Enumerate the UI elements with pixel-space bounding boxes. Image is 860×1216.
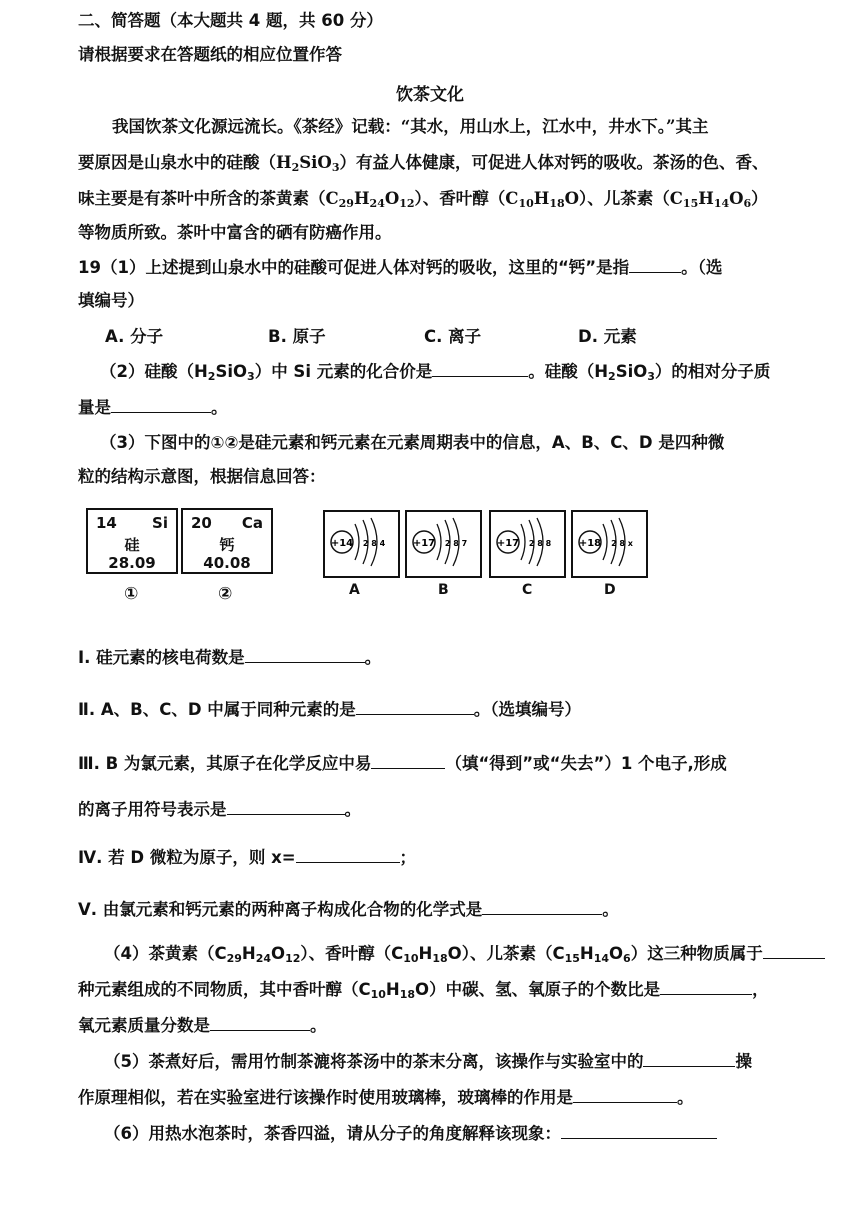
particle-diagram-a xyxy=(323,510,400,578)
answer-blank-q4-elements[interactable] xyxy=(763,942,825,959)
option-c: C. 离子 xyxy=(424,327,482,346)
answer-blank-q4-fraction[interactable] xyxy=(210,1014,310,1031)
nucleus-charge: +18 xyxy=(578,538,602,549)
nucleus-charge: +17 xyxy=(412,538,436,549)
option-b: B. 原子 xyxy=(268,327,326,346)
answer-blank-q4-ratio[interactable] xyxy=(660,978,752,995)
particle-label-d: D xyxy=(604,582,616,598)
option-a: A. 分子 xyxy=(105,327,164,346)
element-label-1: ① xyxy=(124,584,139,604)
answer-blank-v[interactable] xyxy=(482,898,602,915)
subquestion-iii-line-2: 的离子用符号表示是 。 xyxy=(78,800,361,819)
subquestion-i: Ⅰ. 硅元素的核电荷数是 。 xyxy=(78,648,382,667)
electron-config: 2 8 8 xyxy=(528,539,552,548)
element-label-2: ② xyxy=(218,584,233,604)
answer-blank-q2-mass[interactable] xyxy=(111,396,211,413)
answer-blank-q2-valence[interactable] xyxy=(432,360,528,377)
answer-blank-ii[interactable] xyxy=(356,698,474,715)
particle-label-b: B xyxy=(438,582,449,598)
particle-diagram-c xyxy=(489,510,566,578)
element-name: 硅 xyxy=(124,536,140,554)
atomic-mass: 40.08 xyxy=(203,554,251,572)
question-6: （6）用热水泡茶时，茶香四溢，请从分子的角度解释该现象： xyxy=(104,1122,717,1145)
electron-config: 2 8 7 xyxy=(444,539,468,548)
answer-blank-iv[interactable] xyxy=(296,846,400,863)
electron-config: 2 8 4 xyxy=(362,539,386,548)
subquestion-v: Ⅴ. 由氯元素和钙元素的两种离子构成化合物的化学式是 。 xyxy=(78,900,619,919)
atomic-mass: 28.09 xyxy=(108,554,156,572)
subquestion-iv: Ⅳ. 若 D 微粒为原子，则 x= ； xyxy=(78,848,417,867)
passage-line-2: 要原因是山泉水中的硅酸$(H_2SiO_3)$有益人体健康，可促进人体对钙的吸收。茶汤的色、香、 xyxy=(78,153,769,174)
answer-blank-q1[interactable] xyxy=(629,256,681,273)
question-5-line-2: 作原理相似，若在实验室进行该操作时使用玻璃棒，玻璃棒的作用是 。 xyxy=(78,1088,694,1107)
particle-diagram-d xyxy=(571,510,648,578)
subquestion-iii: Ⅲ. B 为氯元素，其原子在化学反应中易 （填“得到”或“失去”）1 个电子,形成 xyxy=(78,754,727,773)
element-cell-silicon xyxy=(86,508,178,574)
atom-structure-icon xyxy=(491,512,568,580)
answer-blank-iii-gain-lose[interactable] xyxy=(371,752,445,769)
element-symbol: Si xyxy=(152,514,168,532)
passage-line-4: 等物质所致。茶叶中富含的硒有防癌作用。 xyxy=(78,223,392,242)
nucleus-charge: +14 xyxy=(330,538,354,549)
question-4-line-3: 氧元素质量分数是 。 xyxy=(78,1016,327,1035)
element-cell-calcium xyxy=(181,508,273,574)
question-3-line-2: 粒的结构示意图，根据信息回答： xyxy=(78,467,326,486)
question-2: （2）硅酸$(H_2SiO_3)$中 Si 元素的化合价是 。硅酸$(H_2SiO_3)$的相对分子质 xyxy=(100,362,771,383)
subquestion-ii: Ⅱ. A、B、C、D 中属于同种元素的是 。（选填编号） xyxy=(78,700,582,719)
particle-label-a: A xyxy=(349,582,360,598)
passage-title: 饮茶文化 xyxy=(396,85,464,105)
answer-blank-q5-operation[interactable] xyxy=(643,1050,735,1067)
question-3: （3）下图中的①②是硅元素和钙元素在元素周期表中的信息，A、B、C、D 是四种微 xyxy=(100,433,725,452)
element-symbol: Ca xyxy=(241,514,263,532)
atom-structure-icon xyxy=(407,512,484,580)
passage-line-1: 我国饮茶文化源远流长。《茶经》记载：“其水，用山水上，江水中，井水下。”其主 xyxy=(112,117,709,136)
atom-structure-icon xyxy=(573,512,650,580)
atom-structure-icon xyxy=(325,512,402,580)
answer-blank-i[interactable] xyxy=(245,646,365,663)
section-heading: 二、简答题（本大题共 4 题，共 60 分） xyxy=(78,11,383,30)
nucleus-charge: +17 xyxy=(496,538,520,549)
option-d: D. 元素 xyxy=(578,327,637,346)
section-instruction: 请根据要求在答题纸的相应位置作答 xyxy=(78,45,342,64)
answer-blank-iii-ion[interactable] xyxy=(227,798,345,815)
particle-label-c: C xyxy=(522,582,533,598)
passage-line-3: 味主要是有茶叶中所含的茶黄素$(C_{29}H_{24}O_{12})$、香叶醇$(C_{10}H_{18}O)$、儿茶素$(C_{15}H_{14}O_6)$ xyxy=(78,189,768,210)
answer-blank-q6[interactable] xyxy=(561,1122,717,1139)
particle-diagram-b xyxy=(405,510,482,578)
question-1-line-2: 填编号） xyxy=(78,291,144,310)
question-1: 19（1）上述提到山泉水中的硅酸可促进人体对钙的吸收，这里的“钙”是指 。（选 xyxy=(78,258,723,277)
element-name: 钙 xyxy=(219,536,235,554)
question-2-line-2: 量是 。 xyxy=(78,398,228,417)
answer-blank-q5-rod[interactable] xyxy=(573,1086,677,1103)
question-5: （5）茶煮好后，需用竹制茶漉将茶汤中的茶末分离，该操作与实验室中的 操 xyxy=(104,1052,752,1071)
atomic-number: 14 xyxy=(96,514,117,532)
atomic-number: 20 xyxy=(191,514,212,532)
question-4: （4）茶黄素$(C_{29}H_{24}O_{12})$、香叶醇$(C_{10}H_{18}O)$、儿茶素$(C_{15}H_{14}O_6)$这三种物质属于 xyxy=(104,942,825,965)
electron-config: 2 8 x xyxy=(611,539,633,548)
question-4-line-2: 种元素组成的不同物质，其中香叶醇$(C_{10}H_{18}O)$中碳、氢、氧原子的个数比是 ， xyxy=(78,980,769,1001)
